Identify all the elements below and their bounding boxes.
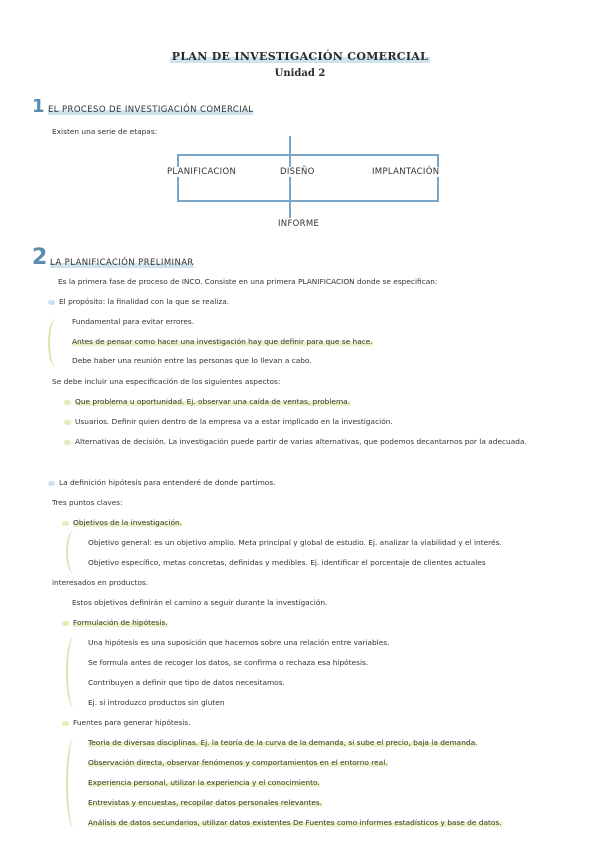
- list-item: [64, 417, 393, 426]
- text-line: Se formula antes de recoger los datos, se confirma o rechaza esa hipótesis.: [88, 658, 369, 667]
- diagram-informe: INFORME: [278, 219, 320, 229]
- text-line: [88, 778, 320, 787]
- list-item: [64, 397, 350, 406]
- diagram-implantacion: IMPLANTACIÓN: [372, 167, 440, 177]
- diagram-right-line: [437, 154, 439, 202]
- text-line: interesados en productos.: [52, 578, 149, 587]
- highlighted-text: Entrevistas y encuestas, recopilar datos personales relevantes.: [88, 798, 323, 807]
- section2-number: 2: [32, 245, 48, 270]
- document-subtitle: Unidad 2: [274, 68, 326, 79]
- list-item: [62, 618, 168, 627]
- list-item: [62, 718, 190, 727]
- highlighted-text: Análisis de datos secundarios, utilizar datos existentes De Fuentes como informes estadísticos y base de datos.: [88, 818, 502, 827]
- list-item: [62, 518, 182, 527]
- diagram-center-line: [289, 136, 291, 218]
- bullet-dot: [48, 481, 55, 486]
- bullet-dot: [64, 440, 71, 445]
- list-item-text: Alternativas de decisión. La investigación puede partir de varias alternativas, que podemos decantarnos por la adecuada.: [75, 437, 527, 446]
- list-item-text: Fuentes para generar hipótesis.: [73, 718, 191, 727]
- section1-title: [48, 105, 253, 115]
- text-line: Estos objetivos definirán el camino a seguir durante la investigación.: [72, 598, 328, 607]
- list-item-text: La definición hipótesis para entenderé de donde partimos.: [59, 478, 276, 487]
- section1-title-text: EL PROCESO DE INVESTIGACIÓN COMERCIAL: [48, 105, 254, 115]
- text-line: Una hipótesis es una suposición que hacemos sobre una relación entre variables.: [88, 638, 390, 647]
- document-title: [0, 50, 600, 63]
- highlighted-text: Teoría de diversas disciplinas. Ej. la teoría de la curva de la demanda, si sube el precio, baja la demanda.: [88, 738, 478, 747]
- list-item: [64, 437, 527, 446]
- diagram-top-line: [177, 154, 438, 156]
- list-item-text: Usuarios. Definir quien dentro de la empresa va a estar implicado en la investigación.: [75, 417, 393, 426]
- text-line: Ej. si introduzco productos sin gluten: [88, 698, 225, 707]
- list-item-text: Que problema u oportunidad. Ej. observar una caída de ventas, problema.: [75, 397, 351, 406]
- section2-title-text: LA PLANIFICACIÓN PRELIMINAR: [50, 258, 194, 268]
- bullet-dot: [64, 420, 71, 425]
- text-line: [88, 818, 502, 827]
- section2-title: [50, 258, 194, 268]
- bullet-dot: [64, 400, 71, 405]
- text-line: Se debe incluir una especificación de los siguientes aspectos:: [52, 377, 281, 386]
- diagram-bottom-line: [177, 200, 438, 202]
- text-line: Objetivo general: es un objetivo amplio. Meta principal y global de estudio. Ej. analizar la viabilidad y el interés.: [88, 538, 502, 547]
- text-line: [88, 738, 477, 747]
- text-line: [88, 798, 322, 807]
- text-line: Debe haber una reunión entre las personas que lo llevan a cabo.: [72, 356, 312, 365]
- text-line: Tres puntos claves:: [52, 498, 123, 507]
- bracket-hipotesis: [66, 636, 82, 708]
- list-item-text: Formulación de hipótesis.: [73, 618, 168, 627]
- bracket-objetivos: [66, 530, 82, 574]
- diagram-left-line: [177, 154, 179, 202]
- text-line: [72, 337, 373, 346]
- section1-intro: Existen una serie de etapas:: [52, 127, 158, 136]
- text-line: Objetivo específico, metas concretas, definidas y medibles. Ej. identificar el porcentaje de clientes actuales: [88, 558, 486, 567]
- bracket-proposito: [48, 319, 64, 367]
- document-title-text: PLAN DE INVESTIGACIÓN COMERCIAL: [171, 50, 429, 63]
- list-item-text: Objetivos de la investigación.: [73, 518, 183, 527]
- bullet-dot: [62, 621, 69, 626]
- highlighted-text: Antes de pensar como hacer una investigación hay que definir para que se hace.: [72, 337, 373, 346]
- diagram-diseno: DISEÑO: [280, 167, 315, 177]
- list-item-text: El propósito: la finalidad con la que se realiza.: [59, 297, 230, 306]
- highlighted-text: Observación directa, observar fenómenos y comportamientos en el entorno real.: [88, 758, 388, 767]
- text-line: Fundamental para evitar errores.: [72, 317, 195, 326]
- bullet-dot: [62, 721, 69, 726]
- list-item: [48, 297, 229, 306]
- text-line: Es la primera fase de proceso de INCO. Consiste en una primera PLANIFICACION donde se especifican:: [58, 277, 438, 286]
- list-item: [48, 478, 276, 487]
- bullet-dot: [62, 521, 69, 526]
- section1-number: 1: [32, 96, 45, 117]
- bracket-fuentes: [66, 738, 82, 828]
- bullet-dot: [48, 300, 55, 305]
- diagram-planificacion: PLANIFICACION: [167, 167, 237, 177]
- text-line: Contribuyen a definir que tipo de datos necesitamos.: [88, 678, 285, 687]
- text-line: [88, 758, 388, 767]
- highlighted-text: Experiencia personal, utilizar la experiencia y el conocimiento.: [88, 778, 320, 787]
